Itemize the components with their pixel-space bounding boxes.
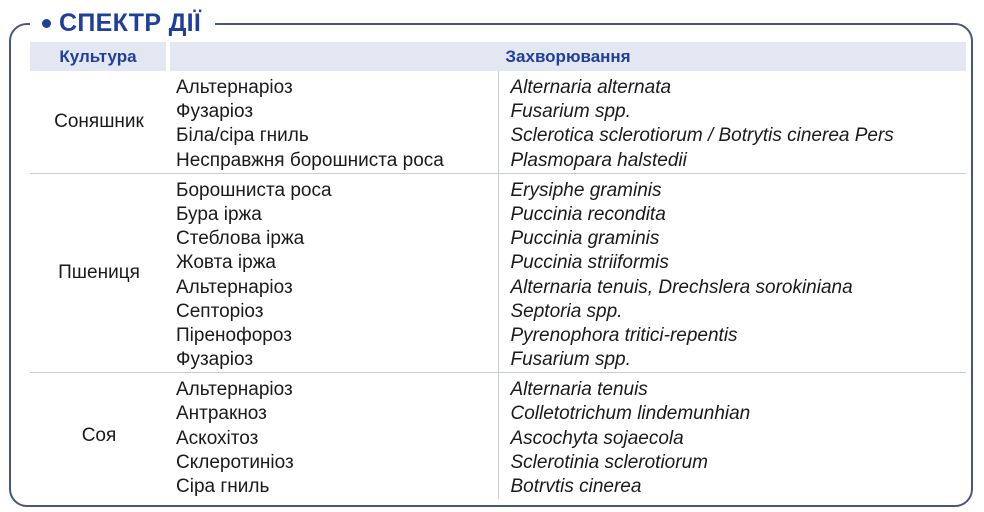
disease-name: Склеротиніоз [176, 451, 294, 473]
disease-name: Антракноз [176, 403, 267, 425]
disease-list [168, 173, 498, 373]
pathogen-name: Sclerotica sclerotiorum / Botrytis cinerea Pers [510, 125, 894, 147]
crop-name: Соняшник [54, 110, 144, 132]
pathogen-name: Puccinia recondita [510, 203, 666, 225]
pathogen-list [498, 71, 966, 173]
disease-name: Стеблова іржа [176, 228, 305, 250]
pathogen-name: Puccinia graminis [510, 228, 660, 250]
disease-name: Септоріоз [176, 300, 264, 322]
pathogen-name: Sclerotinia sclerotiorum [510, 451, 708, 473]
disease-list [168, 373, 498, 499]
disease-name: Жовта іржа [176, 252, 276, 274]
pathogen-name: Fusarium spp. [510, 349, 631, 371]
section-title [30, 6, 215, 40]
header-crop: Культура [30, 42, 168, 71]
disease-name: Піренофороз [176, 324, 292, 346]
pathogen-name: Puccinia striiformis [510, 252, 669, 274]
disease-name: Бура іржа [176, 203, 262, 225]
header-disease: Захворювання [168, 42, 966, 71]
disease-name: Аскохітоз [176, 427, 259, 449]
pathogen-name: Alternaria tenuis [510, 379, 648, 401]
disease-name: Фузаріоз [176, 101, 254, 123]
disease-list [168, 71, 498, 173]
pathogen-name: Erysiphe graminis [510, 179, 662, 201]
page-title: СПЕКТР ДІЇ [59, 8, 202, 37]
disease-name: Альтернаріоз [176, 276, 293, 298]
disease-name: Борошниста роса [176, 179, 332, 201]
pathogen-name: Plasmopara halstedii [510, 149, 687, 171]
pathogen-list [498, 173, 966, 373]
pathogen-name: Ascochyta sojaecola [510, 427, 684, 449]
crop-name: Пшениця [30, 173, 168, 373]
pathogen-name: Botrvtis cinerea [510, 476, 642, 497]
disease-name: Сіра гниль [176, 476, 270, 497]
disease-name: Несправжня борошниста роса [176, 149, 444, 171]
pathogen-name: Colletotrichum lindemunhian [510, 403, 751, 425]
pathogen-name: Septoria spp. [510, 300, 623, 322]
table-header-row [30, 42, 966, 71]
pathogen-name: Alternaria tenuis, Drechslera sorokiniana [510, 276, 853, 298]
disease-name: Альтернаріоз [176, 379, 293, 401]
disease-name: Біла/сіра гниль [176, 125, 309, 147]
table-row-group [30, 173, 966, 373]
table-row-group [30, 373, 966, 499]
disease-name: Альтернаріоз [176, 77, 293, 98]
bullet-icon [42, 19, 51, 28]
pathogen-list [498, 373, 966, 499]
spectrum-table [30, 42, 966, 499]
pathogen-name: Fusarium spp. [510, 101, 631, 123]
pathogen-name: Pyrenophora tritici-repentis [510, 324, 738, 346]
crop-name: Соя [30, 373, 168, 499]
pathogen-name: Alternaria alternata [510, 77, 672, 98]
disease-name: Фузаріоз [176, 349, 254, 371]
table-row-group [30, 71, 966, 173]
